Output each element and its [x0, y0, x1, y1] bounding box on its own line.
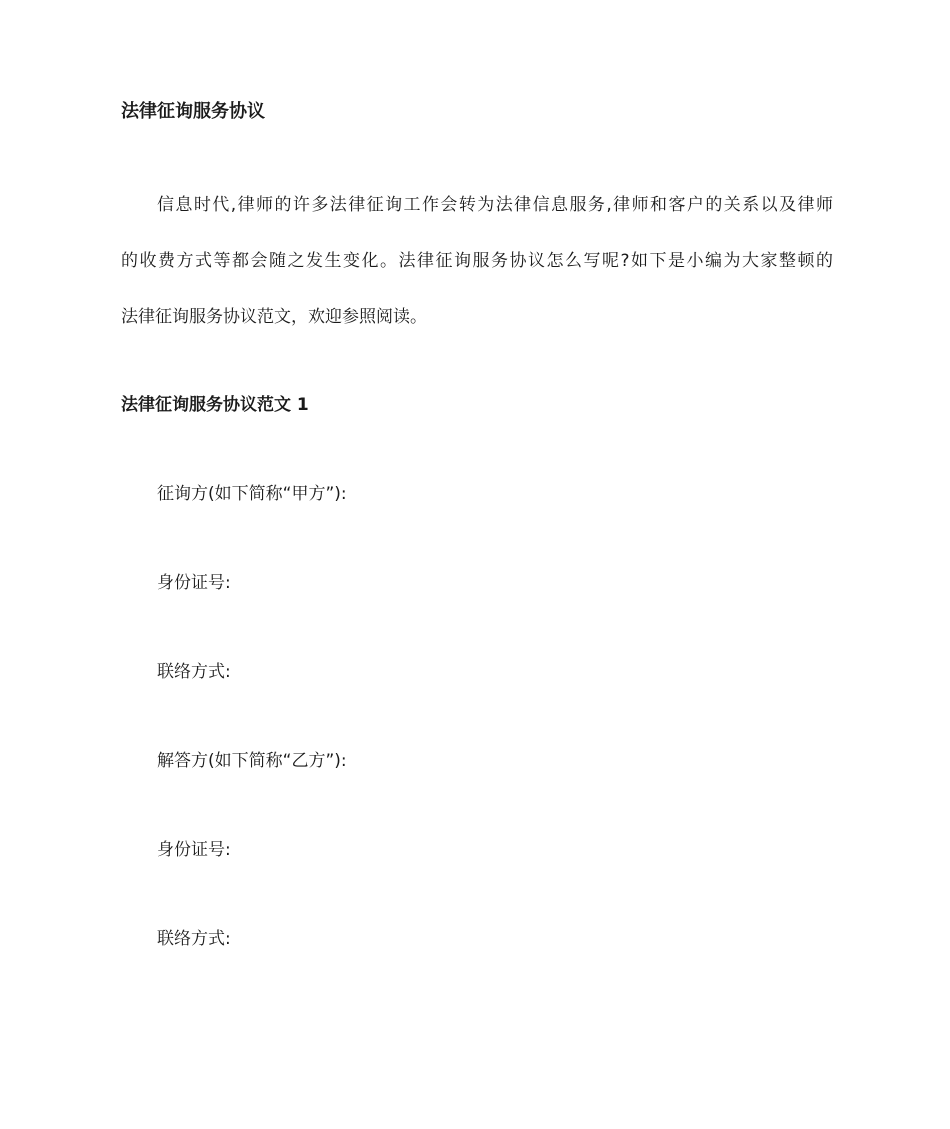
answering-party-field: 解答方(如下简称“乙方”):: [157, 751, 347, 771]
intro-line: 信息时代,律师的许多法律征询工作会转为法律信息服务,律师和客户的关系以及律师: [157, 195, 833, 215]
id-number-field: 身份证号:: [157, 573, 231, 593]
intro-line: 的收费方式等都会随之发生变化。法律征询服务协议怎么写呢?如下是小编为大家整顿的: [121, 251, 833, 271]
document-title: 法律征询服务协议: [121, 101, 265, 122]
contact-field: 联络方式:: [157, 662, 231, 682]
id-number-field: 身份证号:: [157, 840, 231, 860]
section-heading: 法律征询服务协议范文 1: [121, 395, 309, 415]
contact-field: 联络方式:: [157, 929, 231, 949]
intro-paragraph: [121, 191, 833, 359]
consulting-party-field: 征询方(如下简称“甲方”):: [157, 484, 347, 504]
intro-line: 法律征询服务协议范文，欢迎参照阅读。: [121, 307, 427, 327]
